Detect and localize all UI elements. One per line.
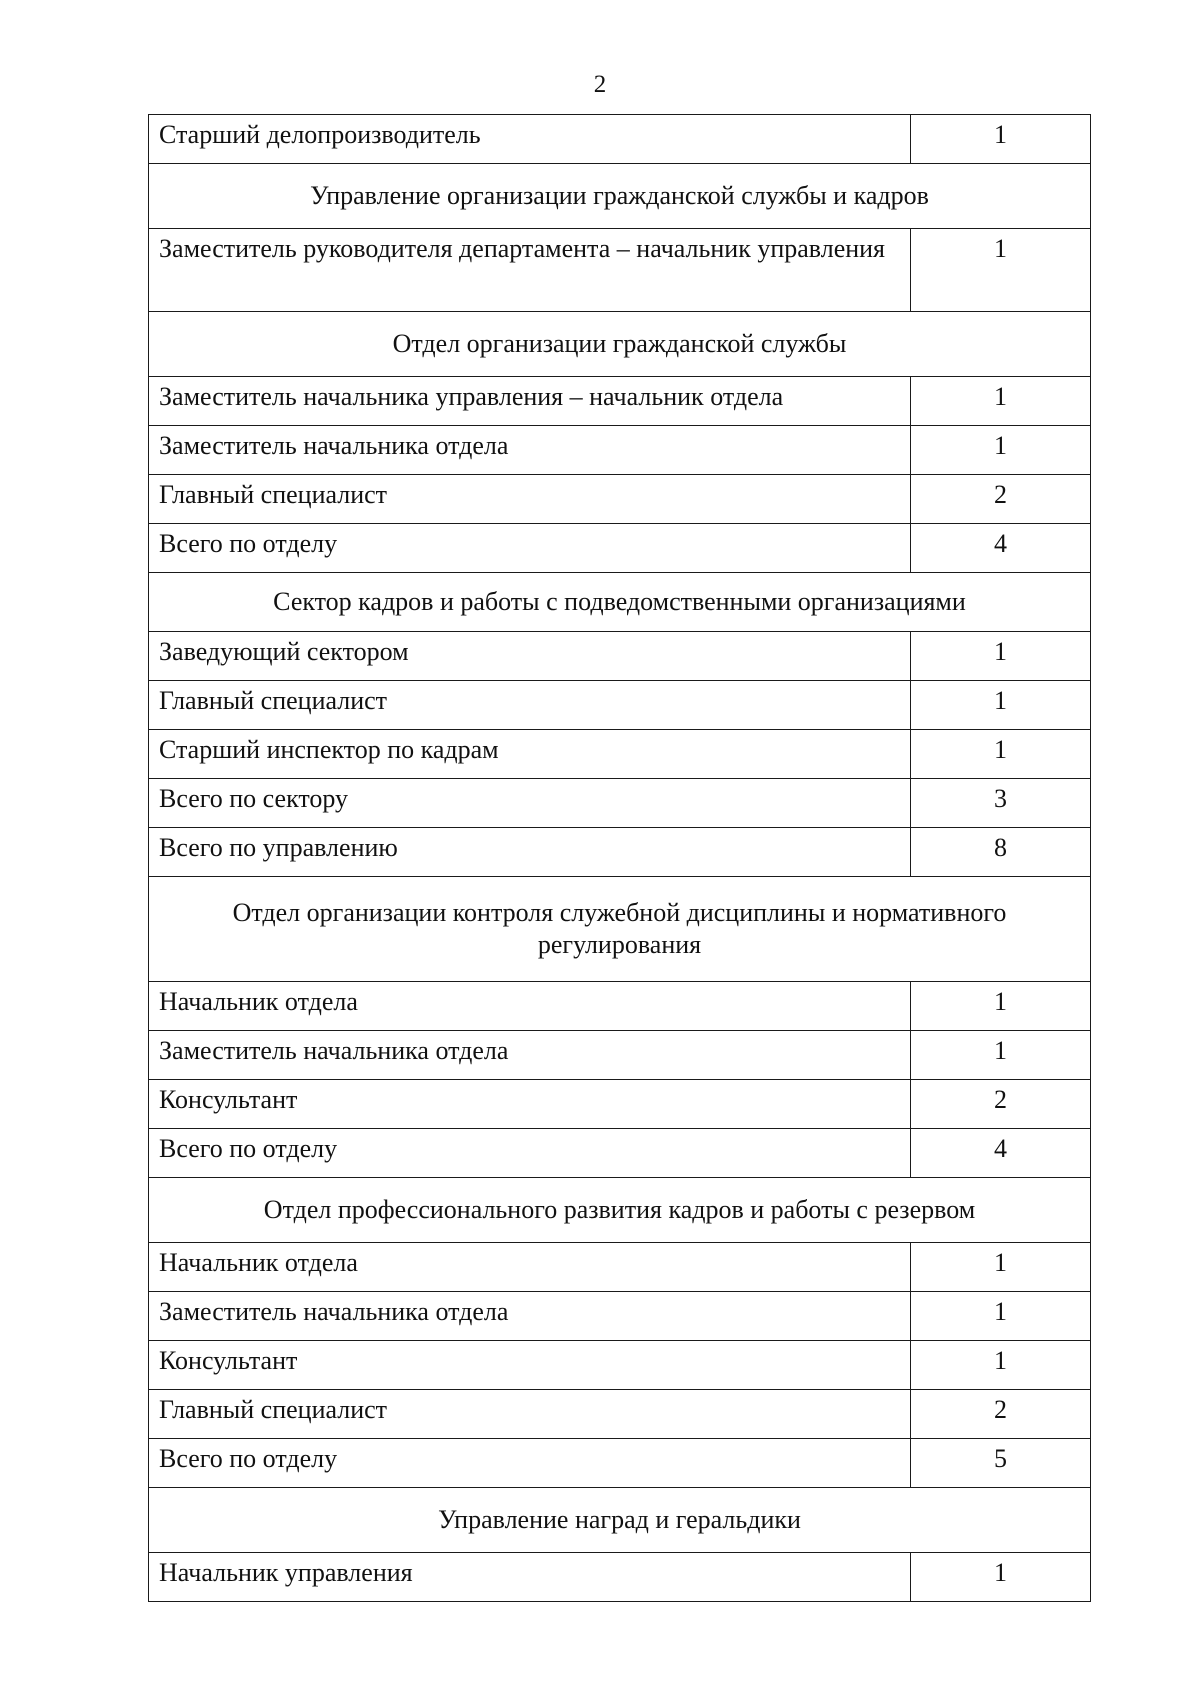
table-row	[149, 681, 1091, 730]
position-count: 2	[911, 1390, 1091, 1439]
position-count: 1	[911, 1292, 1091, 1341]
position-count: 2	[911, 1080, 1091, 1129]
position-count: 1	[911, 982, 1091, 1031]
position-count: 1	[911, 426, 1091, 475]
total-label: Всего по отделу	[149, 524, 911, 573]
position-name: Начальник управления	[149, 1553, 911, 1602]
total-label: Всего по отделу	[149, 1129, 911, 1178]
section-title: Сектор кадров и работы с подведомственными организациями	[149, 573, 1091, 632]
position-name: Консультант	[149, 1080, 911, 1129]
position-count: 1	[911, 1553, 1091, 1602]
position-name: Заместитель начальника управления – начальник отдела	[149, 377, 911, 426]
section-header-row	[149, 1488, 1091, 1553]
table-row	[149, 1080, 1091, 1129]
table-row	[149, 1292, 1091, 1341]
position-name: Заместитель начальника отдела	[149, 426, 911, 475]
position-name: Заведующий сектором	[149, 632, 911, 681]
total-count: 8	[911, 828, 1091, 877]
total-label: Всего по сектору	[149, 779, 911, 828]
section-header-row	[149, 877, 1091, 982]
section-title: Управление наград и геральдики	[149, 1488, 1091, 1553]
table-row	[149, 475, 1091, 524]
table-row	[149, 632, 1091, 681]
table-row	[149, 1129, 1091, 1178]
position-count: 1	[911, 229, 1091, 312]
position-name: Начальник отдела	[149, 982, 911, 1031]
position-name: Заместитель начальника отдела	[149, 1031, 911, 1080]
section-header-row	[149, 573, 1091, 632]
position-name: Заместитель руководителя департамента – начальник управления	[149, 229, 911, 312]
table-row	[149, 982, 1091, 1031]
position-count: 1	[911, 1031, 1091, 1080]
position-count: 1	[911, 1243, 1091, 1292]
position-count: 2	[911, 475, 1091, 524]
page-number: 2	[593, 71, 607, 98]
section-header-row	[149, 1178, 1091, 1243]
position-name: Главный специалист	[149, 681, 911, 730]
table-row	[149, 1031, 1091, 1080]
table-row	[149, 730, 1091, 779]
total-count: 3	[911, 779, 1091, 828]
total-count: 5	[911, 1439, 1091, 1488]
staffing-table	[148, 114, 1091, 1602]
section-header-row	[149, 164, 1091, 229]
table-row	[149, 1243, 1091, 1292]
position-count: 1	[911, 681, 1091, 730]
table-row	[149, 1341, 1091, 1390]
position-name: Заместитель начальника отдела	[149, 1292, 911, 1341]
table-row	[149, 426, 1091, 475]
section-title: Управление организации гражданской службы и кадров	[149, 164, 1091, 229]
table-row	[149, 377, 1091, 426]
position-count: 1	[911, 377, 1091, 426]
position-name: Старший делопроизводитель	[149, 115, 911, 164]
total-label: Всего по управлению	[149, 828, 911, 877]
position-name: Консультант	[149, 1341, 911, 1390]
table-row	[149, 828, 1091, 877]
total-count: 4	[911, 1129, 1091, 1178]
table-row	[149, 115, 1091, 164]
total-count: 4	[911, 524, 1091, 573]
table-row	[149, 779, 1091, 828]
position-name: Начальник отдела	[149, 1243, 911, 1292]
position-count: 1	[911, 1341, 1091, 1390]
section-header-row	[149, 312, 1091, 377]
position-count: 1	[911, 115, 1091, 164]
table-row	[149, 229, 1091, 312]
section-title: Отдел профессионального развития кадров и работы с резервом	[149, 1178, 1091, 1243]
section-title: Отдел организации гражданской службы	[149, 312, 1091, 377]
table-row	[149, 1439, 1091, 1488]
table-row	[149, 524, 1091, 573]
position-name: Главный специалист	[149, 475, 911, 524]
section-title: Отдел организации контроля служебной дисциплины и нормативного регулирования	[149, 877, 1091, 982]
position-name: Главный специалист	[149, 1390, 911, 1439]
position-count: 1	[911, 730, 1091, 779]
table-row	[149, 1553, 1091, 1602]
table-row	[149, 1390, 1091, 1439]
total-label: Всего по отделу	[149, 1439, 911, 1488]
position-name: Старший инспектор по кадрам	[149, 730, 911, 779]
position-count: 1	[911, 632, 1091, 681]
